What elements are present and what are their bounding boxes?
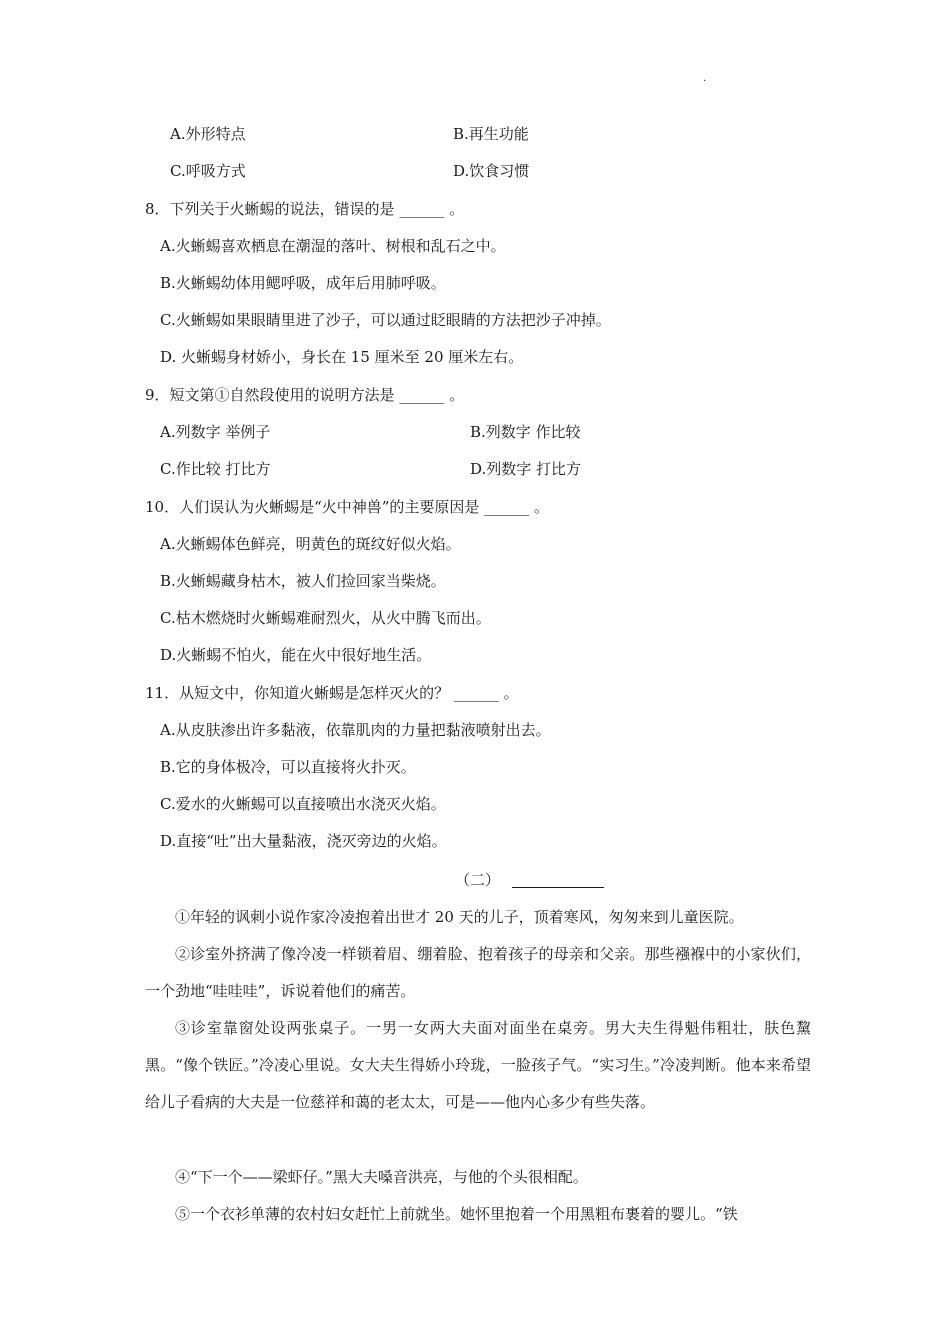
section-two-label: （二） xyxy=(455,871,501,889)
passage-paragraph-2: ②诊室外挤满了像冷凌一样锁着眉、绷着脸、抱着孩子的母亲和父亲。那些襁褓中的小家伙们，一个劲地“哇哇哇”，诉说着他们的痛苦。 xyxy=(145,945,811,1000)
page-corner-mark: . xyxy=(703,73,707,84)
q11-option-c[interactable]: C.爱水的火蜥蜴可以直接喷出水浇灭火焰。 xyxy=(160,795,446,813)
q8-option-b[interactable]: B.火蜥蜴幼体用鳃呼吸，成年后用肺呼吸。 xyxy=(160,274,446,292)
q10-option-b[interactable]: B.火蜥蜴藏身枯木，被人们捡回家当柴烧。 xyxy=(160,572,446,590)
q8-option-d[interactable]: D. 火蜥蜴身材娇小，身长在 15 厘米至 20 厘米左右。 xyxy=(160,348,524,366)
q11-stem: 11．从短文中，你知道火蜥蜴是怎样灭火的？ ______ 。 xyxy=(145,684,519,702)
q10-option-d[interactable]: D.火蜥蜴不怕火，能在火中很好地生活。 xyxy=(160,646,432,664)
passage-paragraph-4: ④“下一个——梁虾仔。”黑大夫嗓音洪亮，与他的个头很相配。 xyxy=(175,1168,588,1186)
q10-stem: 10．人们误认为火蜥蜴是“火中神兽”的主要原因是 ______ 。 xyxy=(145,498,549,516)
title-blank-line xyxy=(512,887,604,888)
q10-option-a[interactable]: A.火蜥蜴体色鲜亮，明黄色的斑纹好似火焰。 xyxy=(160,535,461,553)
q9-option-b[interactable]: B.列数字 作比较 xyxy=(470,423,581,441)
q7-option-c[interactable]: C.呼吸方式 xyxy=(170,162,246,180)
passage-paragraph-5: ⑤一个衣衫单薄的农村妇女赶忙上前就坐。她怀里抱着一个用黑粗布裹着的婴儿。“铁 xyxy=(175,1205,738,1223)
q11-option-b[interactable]: B.它的身体极冷，可以直接将火扑灭。 xyxy=(160,758,416,776)
q9-option-c[interactable]: C.作比较 打比方 xyxy=(160,460,271,478)
section-two-heading xyxy=(455,870,604,890)
q8-option-c[interactable]: C.火蜥蜴如果眼睛里进了沙子，可以通过眨眼睛的方法把沙子冲掉。 xyxy=(160,311,611,329)
q10-option-c[interactable]: C.枯木燃烧时火蜥蜴难耐烈火，从火中腾飞而出。 xyxy=(160,609,491,627)
q7-option-d[interactable]: D.饮食习惯 xyxy=(453,162,530,180)
passage-paragraph-1: ①年轻的讽刺小说作家冷凌抱着出世才 20 天的儿子，顶着寒风，匆匆来到儿童医院。 xyxy=(175,908,744,926)
q9-option-d[interactable]: D.列数字 打比方 xyxy=(470,460,582,478)
q9-stem: 9．短文第①自然段使用的说明方法是 ______ 。 xyxy=(145,386,465,404)
q7-option-a[interactable]: A.外形特点 xyxy=(170,125,246,143)
q11-option-a[interactable]: A.从皮肤渗出许多黏液，依靠肌肉的力量把黏液喷射出去。 xyxy=(160,721,551,739)
q9-option-a[interactable]: A.列数字 举例子 xyxy=(160,423,271,441)
q11-option-d[interactable]: D.直接“吐”出大量黏液，浇灭旁边的火焰。 xyxy=(160,832,447,850)
passage-paragraph-3: ③诊室靠窗处设两张桌子。一男一女两大夫面对面坐在桌旁。男大夫生得魁伟粗壮，肤色黧黑。“像个铁匠。”冷凌心里说。女大夫生得娇小玲珑，一脸孩子气。“实习生。”冷凌判断。他本来希望给儿子看病的大夫是一位慈祥和蔼的老太太，可是——他内心多少有些失落。 xyxy=(145,1019,811,1111)
q8-stem: 8．下列关于火蜥蜴的说法，错误的是 ______ 。 xyxy=(145,200,465,218)
q8-option-a[interactable]: A.火蜥蜴喜欢栖息在潮湿的落叶、树根和乱石之中。 xyxy=(160,237,506,255)
q7-option-b[interactable]: B.再生功能 xyxy=(453,125,529,143)
